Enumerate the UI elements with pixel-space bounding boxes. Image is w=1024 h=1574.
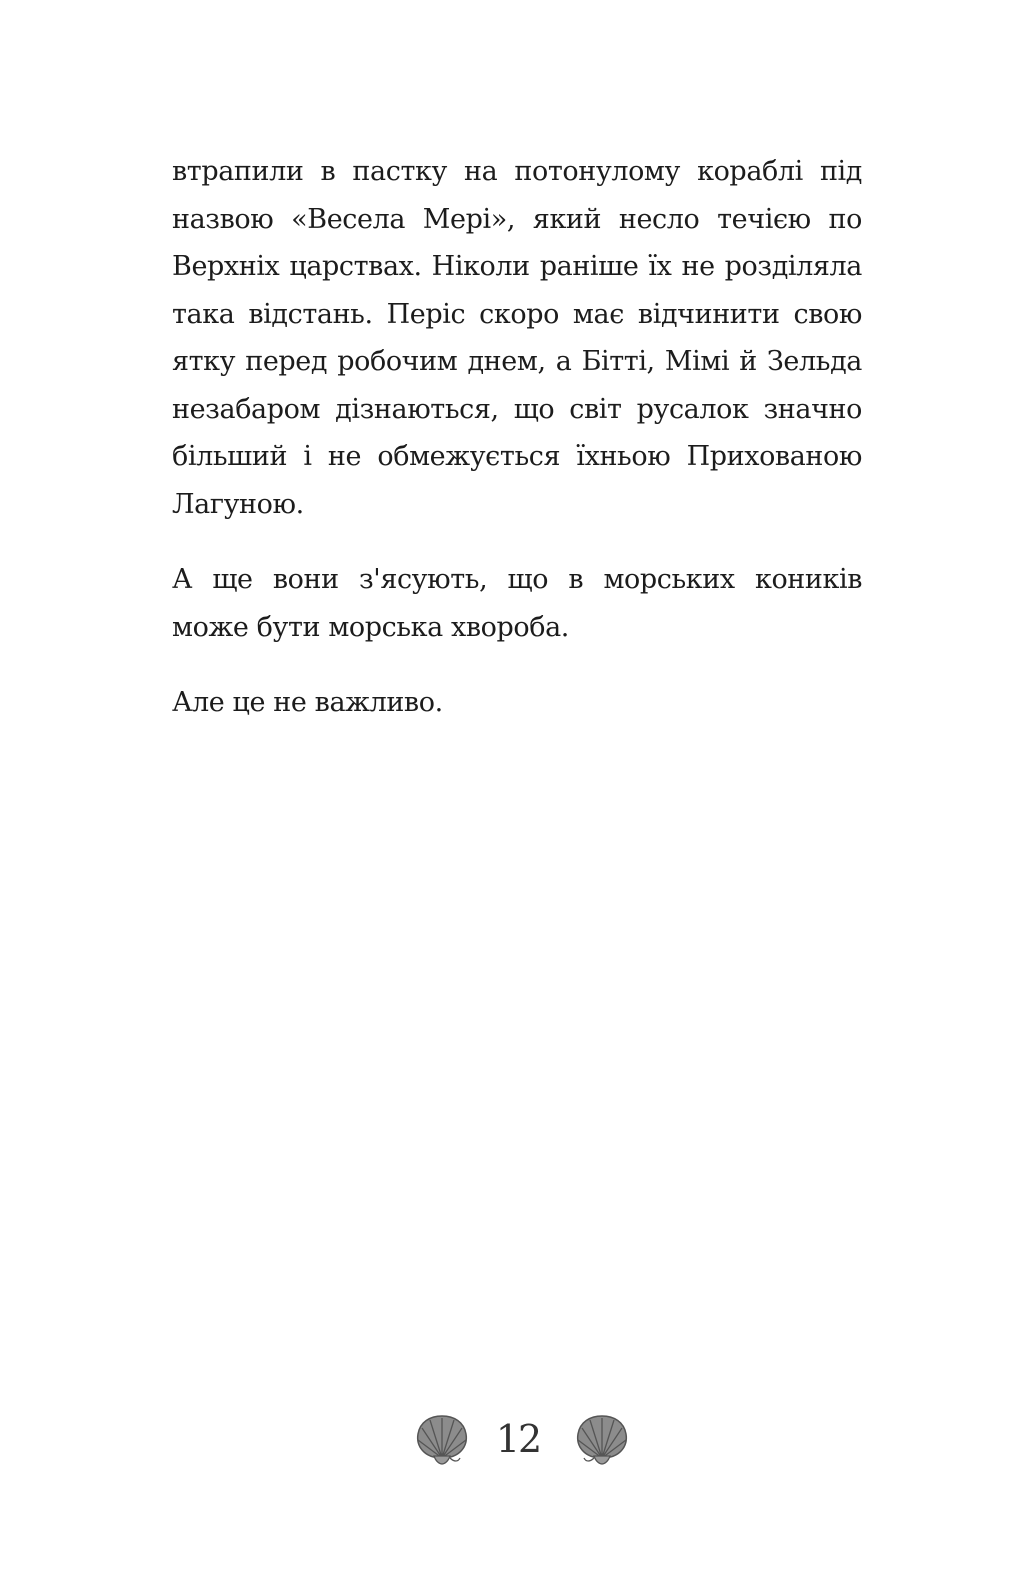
seashell-icon xyxy=(414,1412,470,1466)
body-text xyxy=(172,148,862,755)
page-number: 12 xyxy=(495,1417,541,1461)
paragraph-3: Але це не важливо. xyxy=(172,687,443,718)
paragraph-2: А ще вони з'ясують, що в морських коників може бути морська хвороба. xyxy=(172,564,862,643)
page-footer xyxy=(0,1408,1024,1478)
paragraph-1: втрапили в пастку на потонулому кораблі під назвою «Весела Мері», який несло течією по Верхніх царствах. Ніколи раніше їх не розділяла така відстань. Періс скоро має відчинити свою ятку перед робочим днем, а Бітті, Мімі й Зельда незабаром дізнаються, що світ русалок значно більший і не обмежується їхньою Прихованою Лагуною. xyxy=(172,156,862,520)
seashell-icon xyxy=(574,1412,630,1466)
